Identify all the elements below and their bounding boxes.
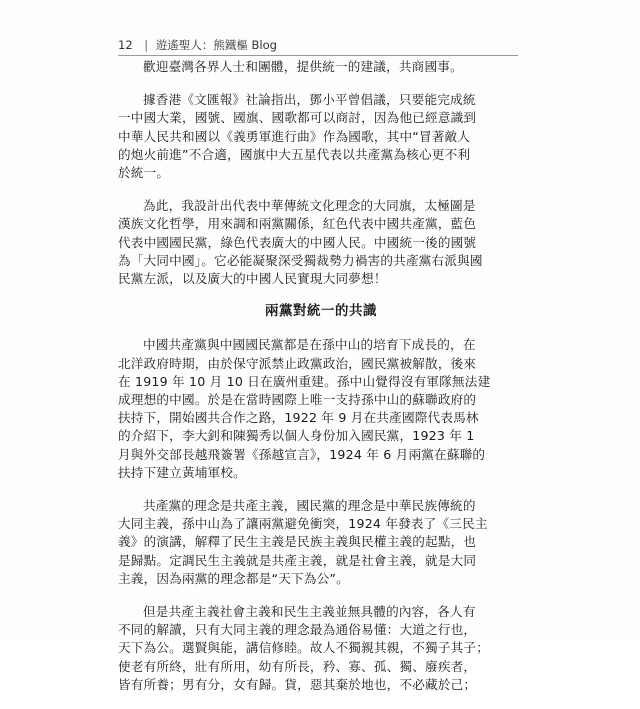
text-line: 使老有所終，壯有所用，幼有所長，矜、寡、孤、獨、廢疾者， xyxy=(118,658,477,674)
paragraph xyxy=(118,58,524,76)
author-blog: 熊鐵樞 Blog xyxy=(213,38,277,52)
paragraph xyxy=(118,497,524,588)
text-line: 的介紹下，李大釗和陳獨秀以個人身份加入國民黨，1923 年 1 xyxy=(118,428,475,444)
text-line: 扶持下建立黃埔軍校。 xyxy=(118,464,246,480)
paragraphs-before-heading xyxy=(118,58,524,288)
paragraphs-after-heading xyxy=(118,336,524,694)
text-line: 扶持下，開始國共合作之路，1922 年 9 月在共產國際代表馬林 xyxy=(118,410,479,426)
text-line: 民黨左派，以及廣大的中國人民實現大同夢想！ xyxy=(118,271,387,287)
text-line: 北洋政府時期，由於保守派禁止政黨政治，國民黨被解散，後來 xyxy=(118,355,477,371)
text-line: 據香港《文匯報》社論指出，鄧小平曾倡議，只要能完成統 xyxy=(143,92,476,108)
book-title: 遊遙聖人 xyxy=(155,38,202,52)
text-line: 是歸點。定調民生主義就是共產主義，就是社會主義，就是大同 xyxy=(118,552,477,568)
text-line: 中華人民共和國以《義勇軍進行曲》作為國歌，其中“冒著敵人 xyxy=(118,128,471,144)
text-line: 不同的解讀，只有大同主義的理念最為通俗易懂：大道之行也， xyxy=(118,622,477,638)
page-body xyxy=(118,58,524,709)
header-rule xyxy=(118,55,518,56)
text-line: 主義，因為兩黨的理念都是“天下為公”。 xyxy=(118,570,349,586)
text-line: 漢族文化哲學，用來調和兩黨關係，紅色代表中國共產黨，藍色 xyxy=(118,216,477,232)
paragraph xyxy=(118,91,524,182)
section-heading: 兩黨對統一的共識 xyxy=(265,304,377,320)
text-line: 中國共產黨與中國國民黨都是在孫中山的培育下成長的，在 xyxy=(143,337,476,353)
running-header xyxy=(118,36,538,54)
paragraph xyxy=(118,603,524,694)
text-line: 月與外交部長越飛簽署《孫越宣言》，1924 年 6 月兩黨在蘇聯的 xyxy=(118,446,486,462)
text-line: 為「大同中國」。它必能凝聚深受獨裁勢力禍害的共產黨右派與國 xyxy=(118,252,483,268)
text-line: 一中國大業，國號、國旗、國歌都可以商討，因為他已經意識到 xyxy=(118,110,477,126)
text-line: 天下為公。選賢與能，講信修睦。故人不獨親其親，不獨子其子； xyxy=(118,640,490,656)
header-separator: | xyxy=(144,38,149,52)
text-line: 但是共產主義社會主義和民生主義並無具體的內容，各人有 xyxy=(143,604,476,620)
header-colon: ： xyxy=(201,38,214,52)
text-line: 皆有所養；男有分，女有歸。貨，惡其棄於地也，不必藏於己； xyxy=(118,676,477,692)
text-line: 歡迎臺灣各界人士和團體，提供統一的建議，共商國事。 xyxy=(143,59,463,74)
page-number: 12 xyxy=(118,38,133,52)
text-line: 於統一。 xyxy=(118,165,170,181)
text-line: 在 1919 年 10 月 10 日在廣州重建。孫中山覺得沒有軍隊無法建 xyxy=(118,373,491,389)
text-line: 共產黨的理念是共產主義，國民黨的理念是中華民族傳統的 xyxy=(143,498,476,514)
text-line: 代表中國國民黨，綠色代表廣大的中國人民。中國統一後的國號 xyxy=(118,234,477,250)
text-line: 義》的演講，解釋了民生主義是民族主義與民權主義的起點，也 xyxy=(118,534,477,550)
paragraph xyxy=(118,197,524,288)
text-line: 的炮火前進”不合適，國旗中大五星代表以共產黨為核心更不利 xyxy=(118,146,471,162)
text-line: 大同主義，孫中山為了讓兩黨避免衝突，1924 年發表了《三民主 xyxy=(118,516,488,532)
paragraph xyxy=(118,336,524,482)
text-line: 為此，我設計出代表中華傳統文化理念的大同旗，太極圖是 xyxy=(143,198,476,214)
text-line: 成理想的中國。於是在當時國際上唯一支持孫中山的蘇聯政府的 xyxy=(118,392,477,408)
